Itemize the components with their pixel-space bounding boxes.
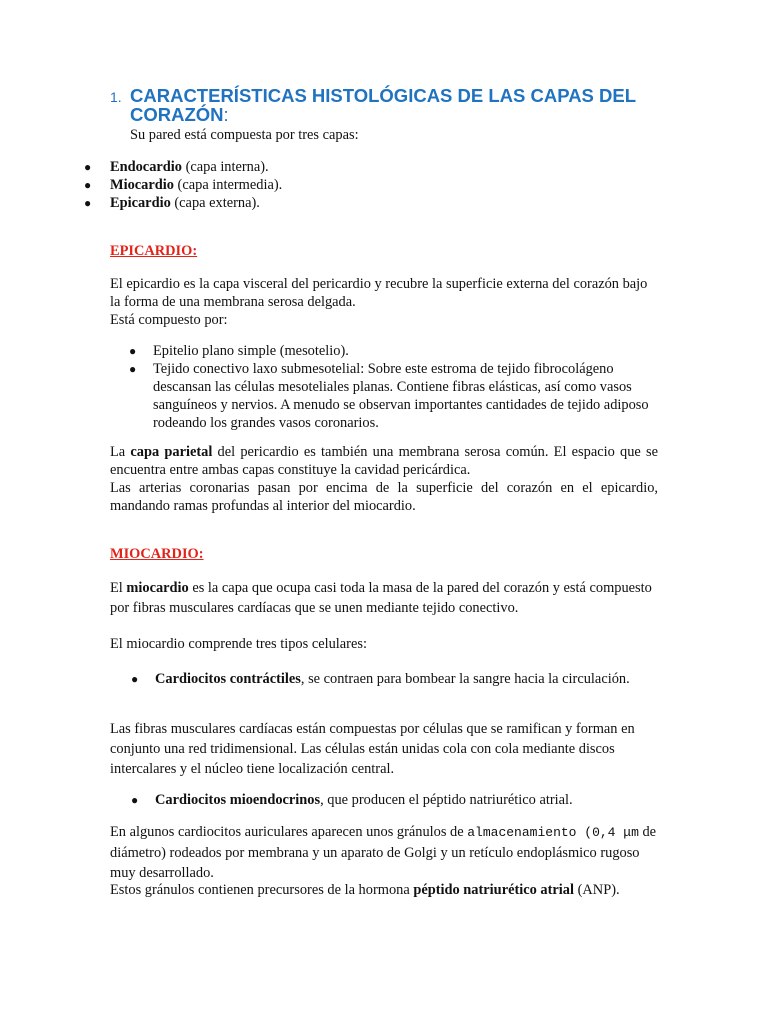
text-run: de diámetro) rodeados por membrana y un aparato de Golgi y un retículo endoplásmico rugoso muy desarrollado.	[110, 824, 657, 881]
layer-desc: (capa intermedia).	[173, 177, 283, 193]
list-item: ● Cardiocitos contráctiles, se contraen para bombear la sangre hacia la circulación.	[131, 671, 630, 687]
miocardio-list-2	[131, 791, 655, 809]
epicardio-title-text: EPICARDIO:	[110, 243, 198, 259]
layer-name: Endocardio	[110, 159, 182, 175]
list-item: ● Tejido conectivo laxo submesotelial: Sobre este estroma de tejido fibrocolágeno descansan las células mesoteliales planas. Contiene fibras elásticas, así como vasos sanguíneos y nervios. A menudo se observan importantes cantidades de tejido adiposo rodeando los grandes vasos coronarios.	[129, 361, 649, 431]
text-run: , que producen el péptido natriurético atrial.	[320, 792, 573, 808]
layer-name: Miocardio	[110, 177, 174, 193]
list-item: ● Endocardio (capa interna).	[84, 159, 269, 175]
list-item: ● Cardiocitos mioendocrinos, que producen el péptido natriurético atrial.	[131, 792, 573, 808]
layers-list	[84, 158, 650, 212]
list-item: ● Epitelio plano simple (mesotelio).	[129, 343, 349, 359]
miocardio-paragraph-3: Las fibras musculares cardíacas están compuestas por células que se ramifican y forman en conjunto una red tridimensional. Las células están unidas cola con cola mediante discos intercalares y el núcleo tiene localización central.	[110, 721, 635, 777]
text-run: La	[110, 444, 131, 460]
text-run: del pericardio es también una membrana serosa común. El espacio que se encuentra entre ambas capas constituye la cavidad pericárdica.	[110, 444, 658, 478]
list-item: ● Miocardio (capa intermedia).	[84, 177, 283, 193]
heading-colon: :	[223, 104, 229, 125]
epicardio-p1b-text: Está compuesto por:	[110, 312, 228, 328]
list-item: ● Epicardio (capa externa).	[84, 195, 260, 211]
text-run: En algunos cardiocitos auriculares aparecen unos gránulos de	[110, 824, 468, 840]
text-run: Estos gránulos contienen precursores de la hormona	[110, 882, 414, 898]
miocardio-paragraph-1	[110, 578, 658, 618]
layer-name: Epicardio	[110, 195, 171, 211]
bold-run: Cardiocitos mioendocrinos	[155, 792, 321, 808]
epicardio-bullet-text: Tejido conectivo laxo submesotelial: Sobre este estroma de tejido fibrocolágeno descansan las células mesoteliales planas. Contiene fibras elásticas, así como vasos sanguíneos y nervios. A menudo se observan importantes cantidades de tejido adiposo rodeando los grandes vasos coronarios.	[153, 361, 649, 431]
miocardio-list-1	[131, 669, 635, 689]
epicardio-paragraph-1	[110, 275, 660, 329]
heading-number: 1.	[110, 89, 122, 105]
epicardio-p3-text: Las arterias coronarias pasan por encima de la superficie del corazón en el epicardio, mandando ramas profundas al interior del miocardio.	[110, 480, 658, 514]
intro-text: Su pared está compuesta por tres capas:	[130, 127, 359, 143]
bold-run: péptido natriurético atrial	[413, 882, 575, 898]
epicardio-bullet-text: Epitelio plano simple (mesotelio).	[153, 343, 349, 359]
layer-desc: (capa interna).	[181, 159, 269, 175]
bold-run: capa parietal	[130, 444, 213, 460]
miocardio-paragraph-4	[110, 822, 658, 883]
text-run: (ANP).	[574, 882, 620, 898]
bold-run: miocardio	[126, 580, 189, 596]
mono-run: almacenamiento (0,4 μm	[467, 825, 639, 840]
epicardio-p1-text: El epicardio es la capa visceral del pericardio y recubre la superficie externa del corazón bajo la forma de una membrana serosa delgada.	[110, 276, 648, 310]
text-run: , se contraen para bombear la sangre hacia la circulación.	[300, 671, 630, 687]
epicardio-paragraph-2	[110, 443, 658, 515]
miocardio-paragraph-5	[110, 881, 670, 899]
layer-desc: (capa externa).	[170, 195, 260, 211]
heading-title: CARACTERÍSTICAS HISTOLÓGICAS DE LAS CAPAS DEL CORAZÓN	[130, 85, 636, 125]
text-run: es la capa que ocupa casi toda la masa de la pared del corazón y está compuesto por fibras musculares cardíacas que se unen mediante tejido conectivo.	[110, 580, 652, 616]
text-run: El	[110, 580, 127, 596]
miocardio-paragraph-2: El miocardio comprende tres tipos celulares:	[110, 636, 367, 652]
miocardio-title-text: MIOCARDIO:	[110, 546, 204, 562]
epicardio-list	[129, 342, 663, 432]
bold-run: Cardiocitos contráctiles	[155, 671, 301, 687]
miocardio-title	[110, 545, 658, 563]
epicardio-title	[110, 242, 658, 260]
section-heading	[110, 86, 670, 124]
